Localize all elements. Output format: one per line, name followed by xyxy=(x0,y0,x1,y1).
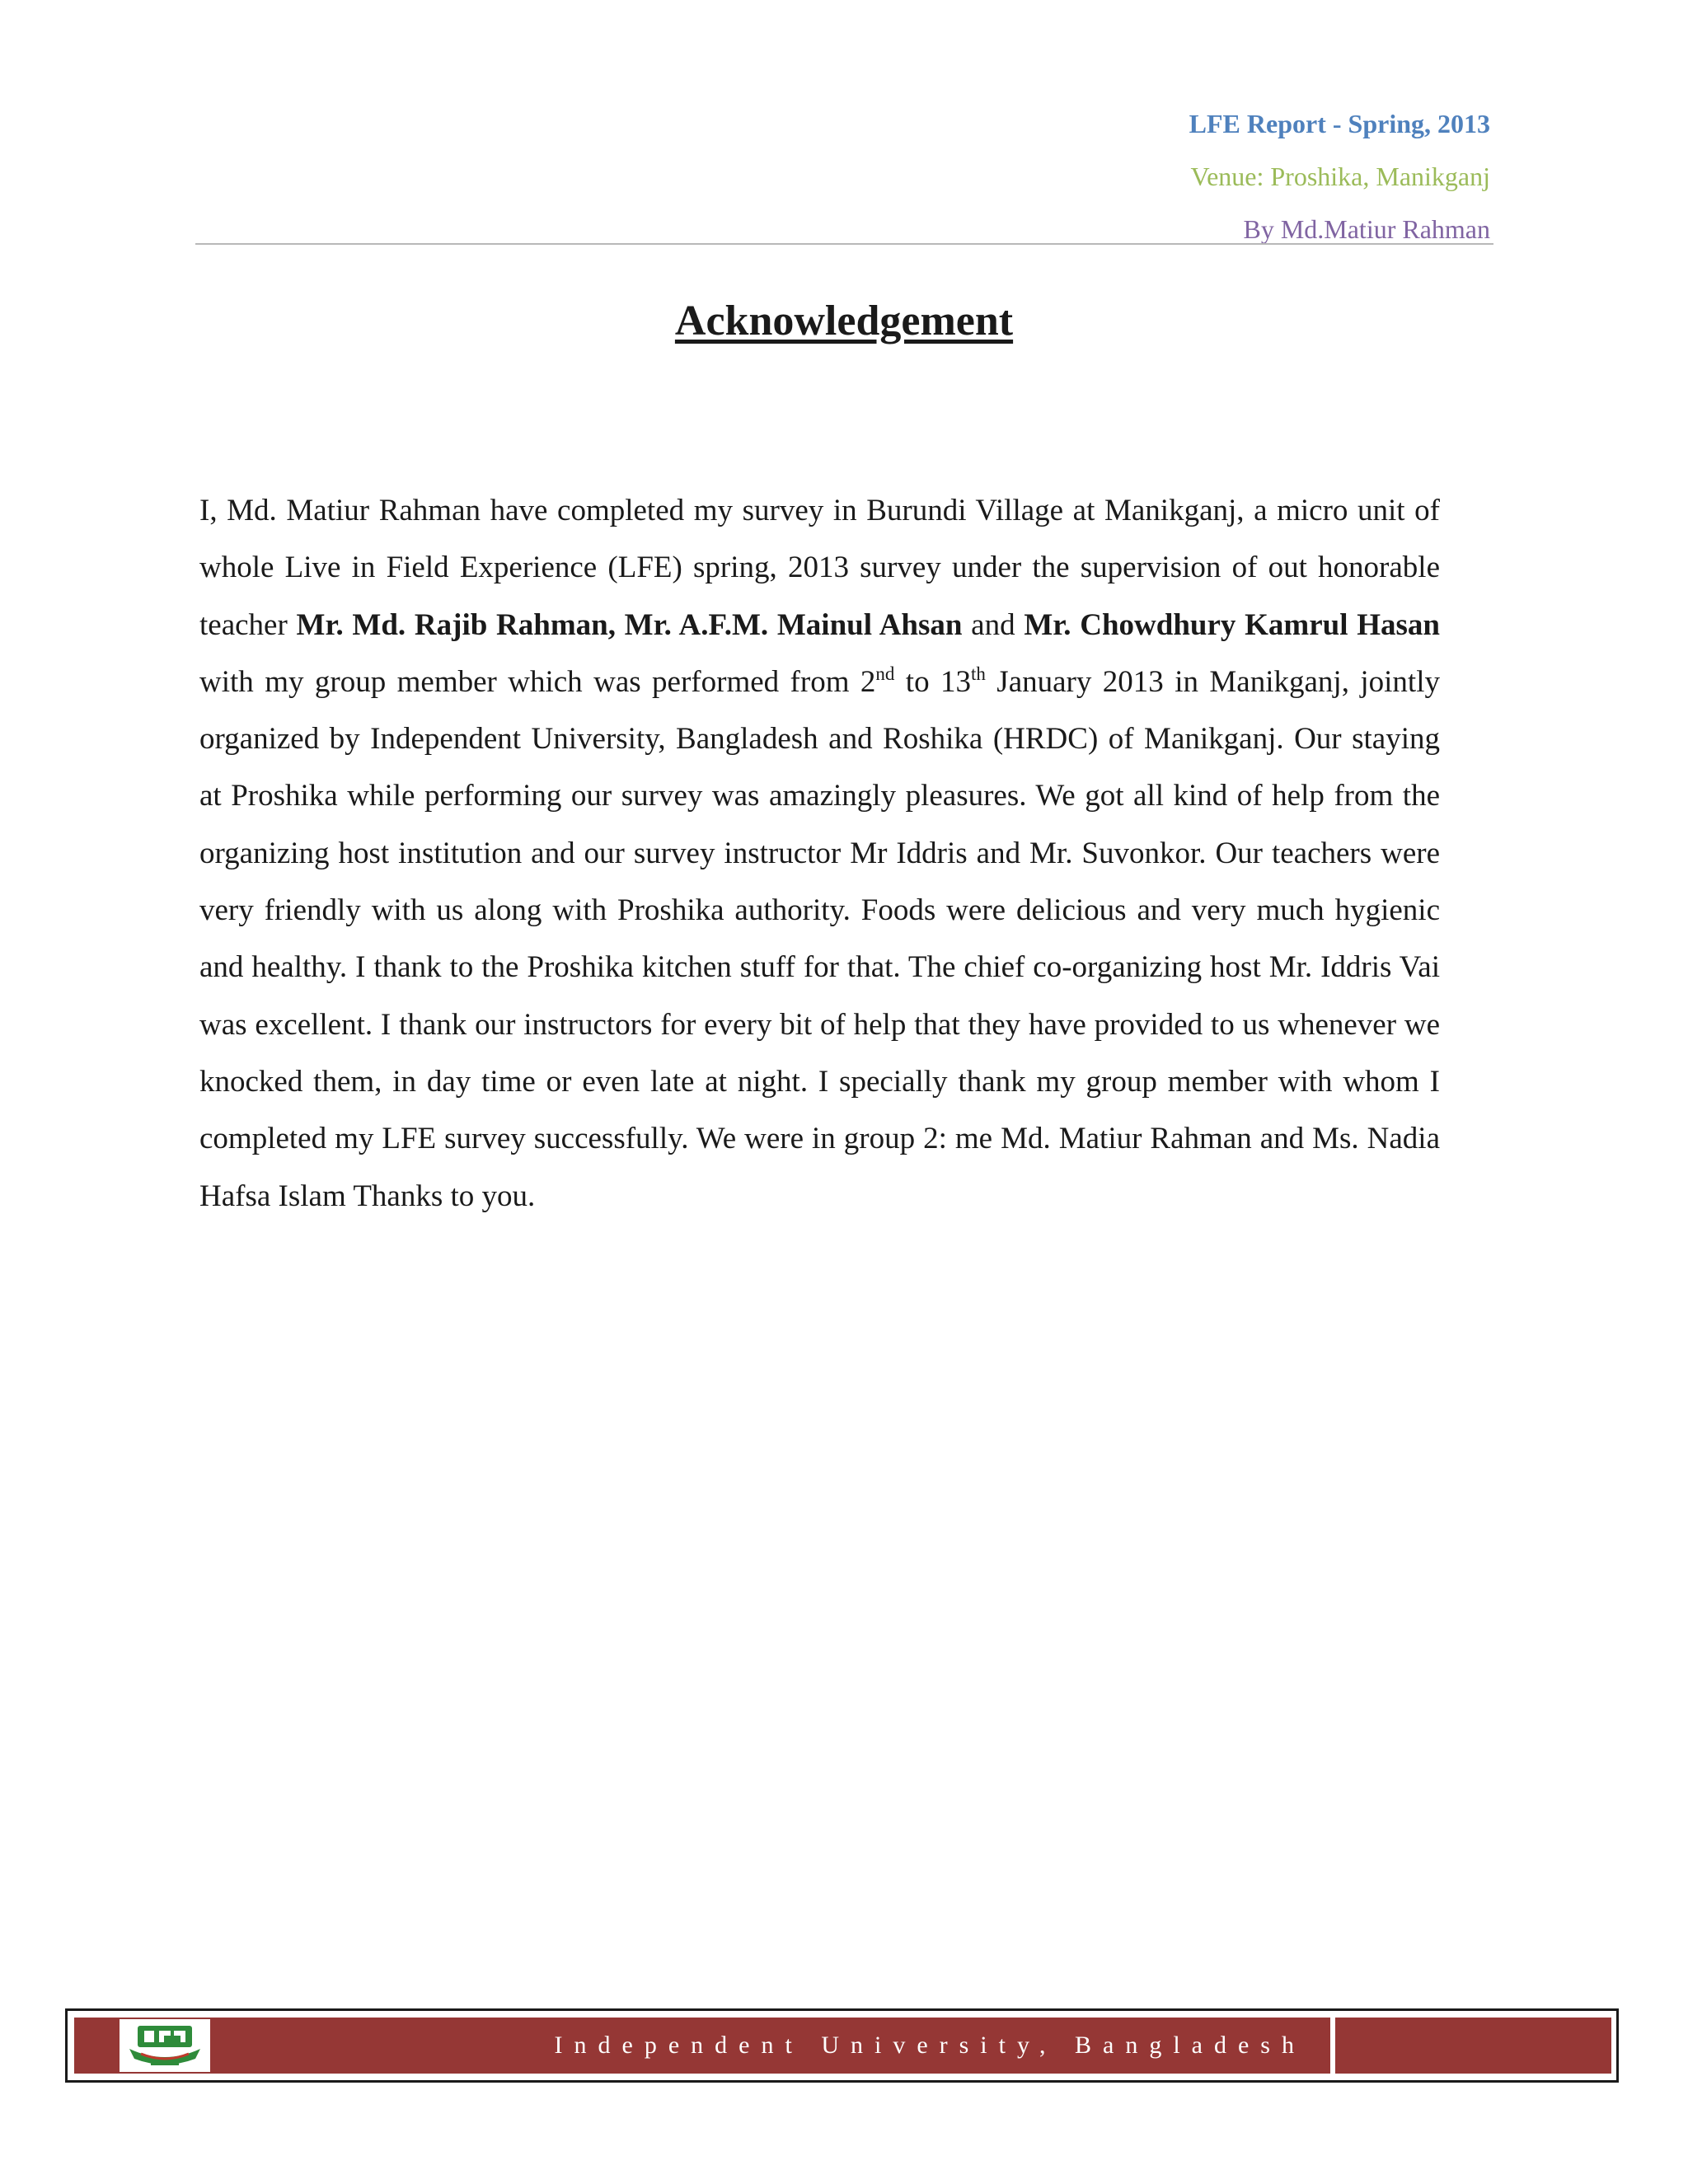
page-footer xyxy=(65,2008,1619,2083)
report-title: LFE Report - Spring, 2013 xyxy=(1189,109,1490,138)
page-title: Acknowledgement xyxy=(674,298,1014,344)
report-author: By Md.Matiur Rahman xyxy=(1243,214,1490,244)
page-header xyxy=(1189,97,1490,255)
report-venue: Venue: Proshika, Manikganj xyxy=(1190,162,1490,191)
footer-band xyxy=(74,2018,1330,2074)
body-text-part: January 2013 in Manikganj, jointly organized by Independent University, Bangladesh and Roshika (HRDC) of Manikganj. Our staying at Proshika while performing our survey was amazingly pleasures. We got all kind of help from the organizing host institution and our survey instructor Mr Iddris and Mr. Suvonkor. Our teachers were very friendly with us along with Proshika authority. Foods were delicious and very much hygienic and healthy. I thank to the Proshika kitchen stuff for that. The chief co-organizing host Mr. Iddris Vai was excellent. I thank our instructors for every bit of help that they have provided to us whenever we knocked them, in day time or even late at night. I specially thank my group member with whom I completed my LFE survey successfully. We were in group 2: me Md. Matiur Rahman and Ms. Nadia Hafsa Islam Thanks to you. xyxy=(199,664,1440,1213)
header-divider xyxy=(195,243,1493,245)
ordinal-suffix: th xyxy=(971,663,986,684)
acknowledgement-paragraph xyxy=(199,482,1440,1225)
body-text-part: with my group member which was performed from 2 xyxy=(199,664,876,699)
footer-band-right xyxy=(1335,2018,1611,2074)
footer-university-name: Independent University, Bangladesh xyxy=(554,2032,1306,2059)
teacher-names: Mr. Md. Rajib Rahman, Mr. A.F.M. Mainul Ahsan xyxy=(296,607,963,642)
body-text-part: to 13 xyxy=(894,664,971,699)
ordinal-suffix: nd xyxy=(875,663,895,684)
body-text-part: I, Md. Matiur Rahman have completed my survey in Burundi Village at Manikganj, a micro unit of whole Live in Field Experience (LFE) spring, 2013 survey under the supervision of out honorable teacher xyxy=(199,494,1440,642)
body-text-part: and xyxy=(962,607,1025,642)
teacher-name-third: Mr. Chowdhury Kamrul Hasan xyxy=(1024,607,1440,642)
